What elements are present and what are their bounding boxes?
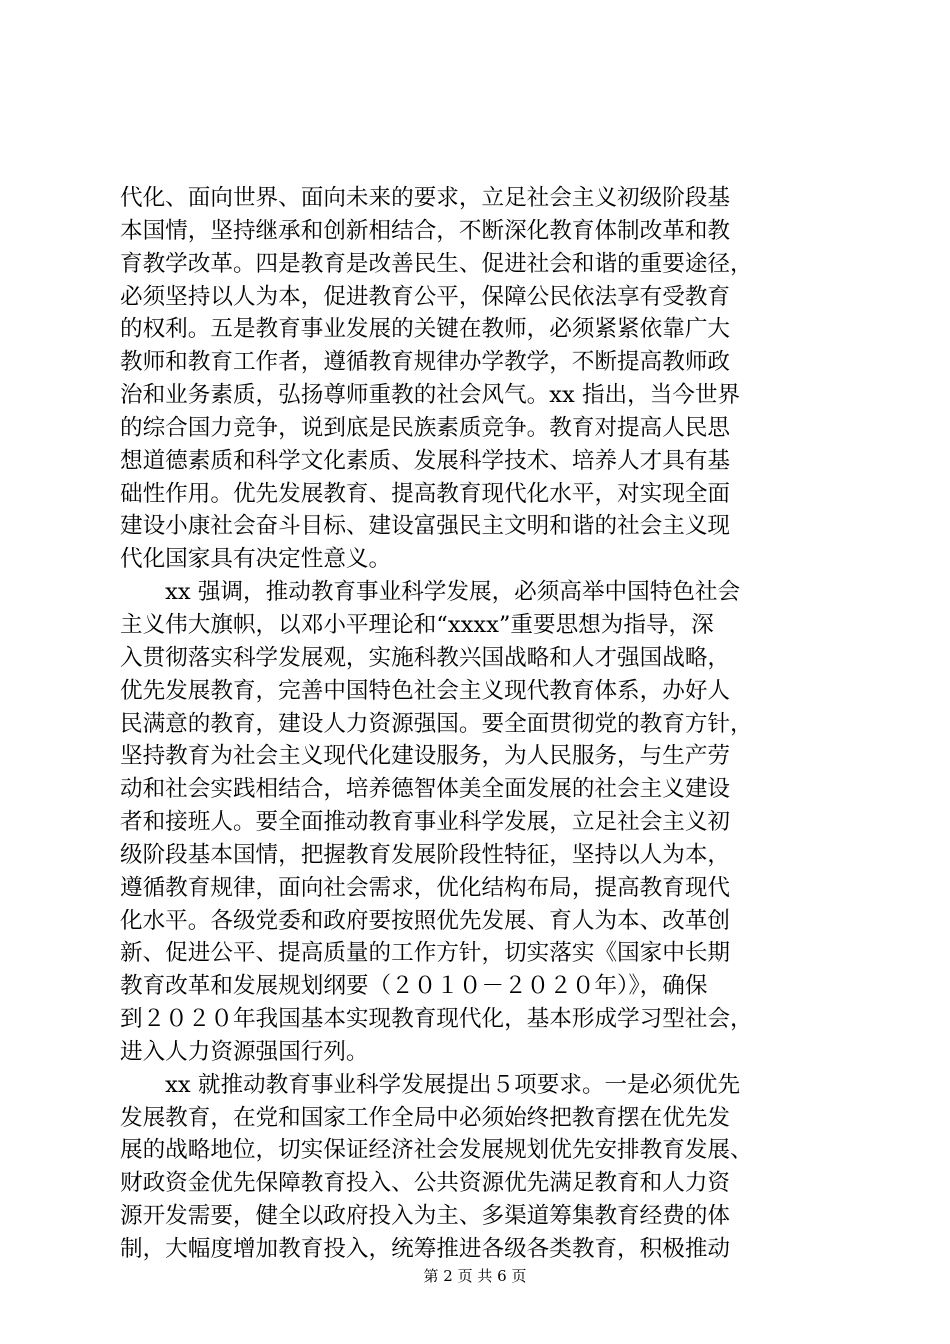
text-line: 的综合国力竞争，说到底是民族素质竞争。教育对提高人民思 (120, 414, 731, 441)
text-line: xx 强调，推动教育事业科学发展，必须高举中国特色社会 (120, 579, 741, 606)
text-line: 动和社会实践相结合，培养德智体美全面发展的社会主义建设 (120, 776, 731, 803)
text-line: 民满意的教育，建设人力资源强国。要全面贯彻党的教育方针， (120, 710, 753, 737)
text-line: 主义伟大旗帜，以邓小平理论和“xxxx”重要思想为指导，深 (120, 611, 714, 638)
text-line: 化水平。各级党委和政府要按照优先发展、育人为本、改革创 (120, 907, 731, 934)
text-line: 优先发展教育，完善中国特色社会主义现代教育体系，办好人 (120, 677, 731, 704)
text-line: 展的战略地位，切实保证经济社会发展规划优先安排教育发展、 (120, 1137, 753, 1164)
text-line: 制，大幅度增加教育投入，统筹推进各级各类教育，积极推动 (120, 1236, 731, 1262)
text-line: 源开发需要，健全以政府投入为主、多渠道筹集教育经费的体 (120, 1203, 731, 1230)
text-line: 发展教育，在党和国家工作全局中必须始终把教育摆在优先发 (120, 1104, 731, 1131)
text-line: 治和业务素质，弘扬尊师重教的社会风气。xx 指出，当今世界 (120, 382, 741, 409)
page-footer: 第 2 页 共 6 页 (423, 1267, 527, 1285)
text-line: 教育改革和发展规划纲要（２０１０－２０２０年）》，确保 (120, 973, 708, 1000)
text-line: 必须坚持以人为本，促进教育公平，保障公民依法享有受教育 (120, 283, 731, 310)
text-line: 级阶段基本国情，把握教育发展阶段性特征，坚持以人为本， (120, 841, 731, 868)
text-line: 入贯彻落实科学发展观，实施科教兴国战略和人才强国战略， (120, 644, 731, 671)
text-line: 础性作用。优先发展教育、提高教育现代化水平，对实现全面 (120, 480, 731, 507)
text-line: 到２０２０年我国基本实现教育现代化，基本形成学习型社会， (120, 1006, 753, 1033)
text-line: 想道德素质和科学文化素质、发展科学技术、培养人才具有基 (120, 447, 731, 474)
text-line: 教师和教育工作者，遵循教育规律办学教学，不断提高教师政 (120, 349, 731, 376)
text-line: 财政资金优先保障教育投入、公共资源优先满足教育和人力资 (120, 1170, 731, 1197)
text-line: xx 就推动教育事业科学发展提出５项要求。一是必须优先 (120, 1071, 741, 1098)
text-line: 建设小康社会奋斗目标、建设富强民主文明和谐的社会主义现 (120, 513, 731, 540)
text-line: 坚持教育为社会主义现代化建设服务，为人民服务，与生产劳 (120, 743, 731, 770)
text-line: 本国情，坚持继承和创新相结合，不断深化教育体制改革和教 (120, 217, 731, 244)
text-line: 遵循教育规律，面向社会需求，优化结构布局，提高教育现代 (120, 874, 731, 901)
text-line: 进入人力资源强国行列。 (120, 1038, 369, 1065)
text-line: 的权利。五是教育事业发展的关键在教师，必须紧紧依靠广大 (120, 316, 731, 343)
text-line: 代化、面向世界、面向未来的要求，立足社会主义初级阶段基 (120, 185, 731, 211)
text-line: 者和接班人。要全面推动教育事业科学发展，立足社会主义初 (120, 809, 731, 836)
body-text (120, 182, 835, 1266)
text-line: 育教学改革。四是教育是改善民生、促进社会和谐的重要途径， (120, 250, 753, 277)
text-line: 代化国家具有决定性意义。 (120, 546, 392, 573)
text-line: 新、促进公平、提高质量的工作方针，切实落实《国家中长期 (120, 940, 731, 967)
